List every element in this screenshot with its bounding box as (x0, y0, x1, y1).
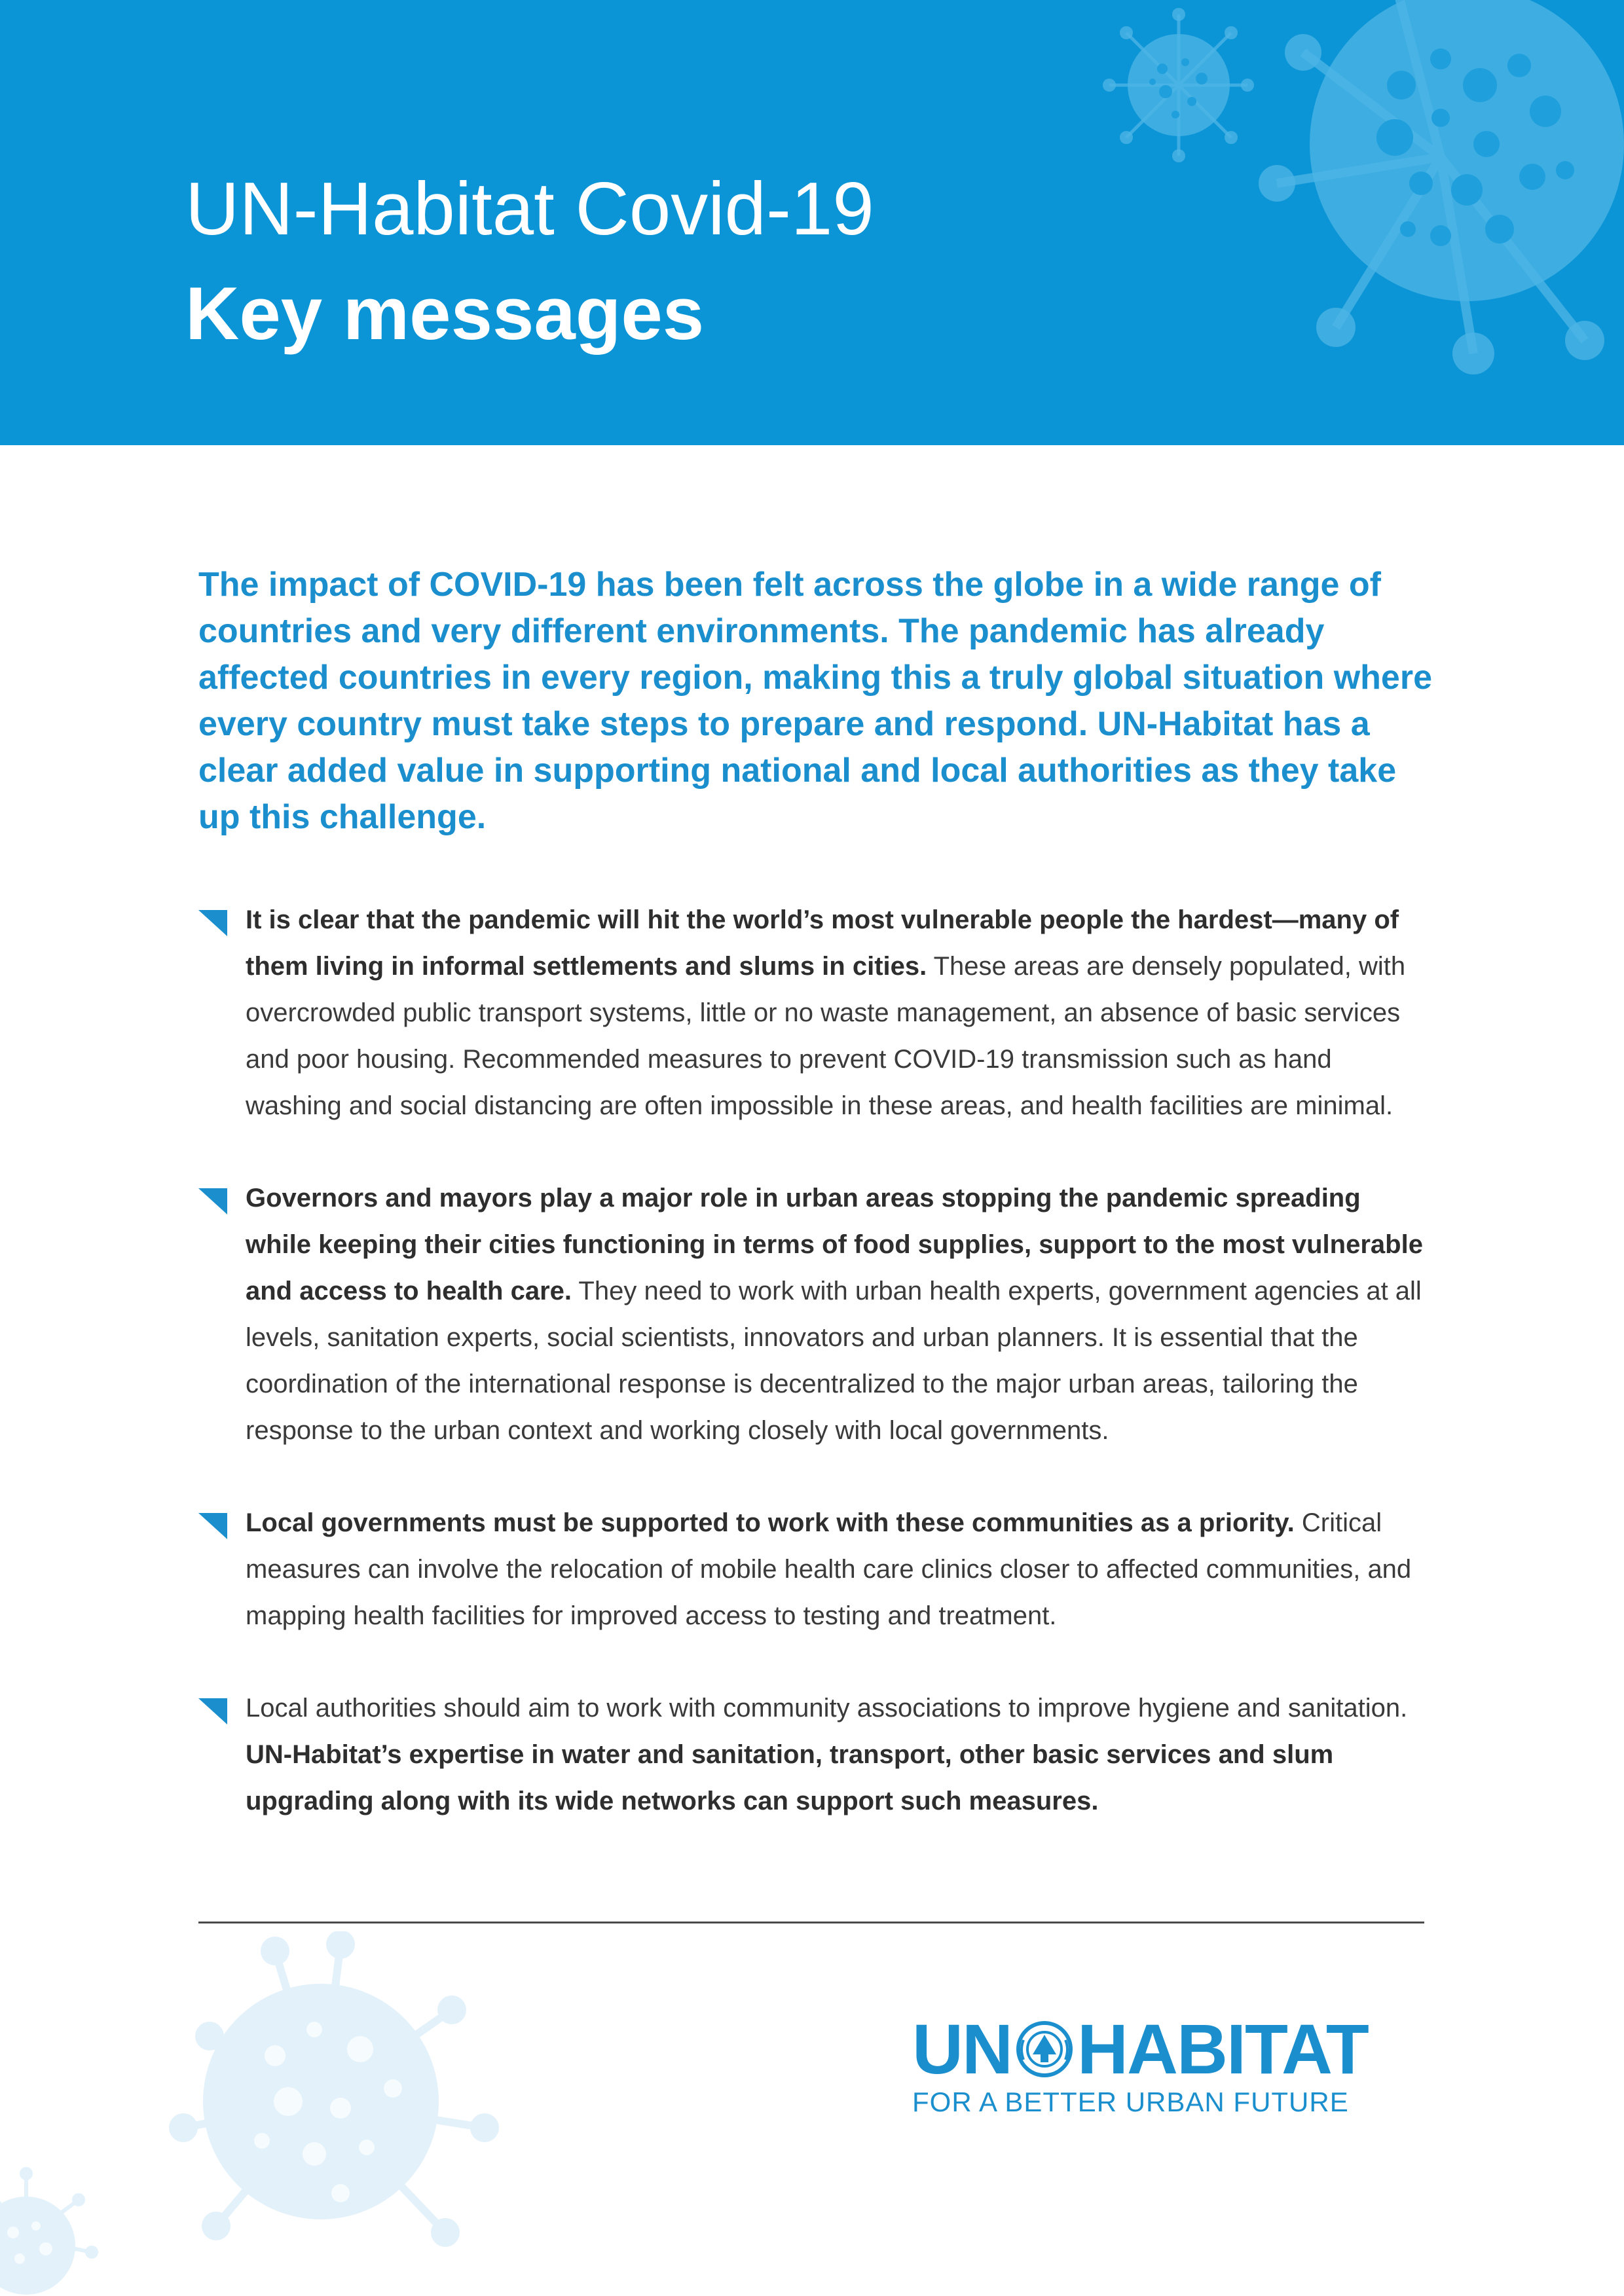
list-item (198, 1175, 1430, 1454)
triangle-bullet-icon (198, 1698, 227, 1724)
bullet-lead: It is clear that the pandemic will hit the world’s most vulnerable people the hardest—many of them living in informal settlements and slums in cities. (246, 905, 1399, 981)
triangle-bullet-icon (198, 1188, 227, 1214)
bullet-body: Critical measures can involve the relocation of mobile health care clinics closer to affected communities, and mapping health facilities for improved access to testing and treatment. (246, 1508, 1412, 1630)
bullet-tail: UN-Habitat’s expertise in water and sanitation, transport, other basic services and slum upgrading along with its wide networks can support such measures. (246, 1740, 1334, 1815)
triangle-bullet-icon (198, 1513, 227, 1539)
bullet-lead: Local governments must be supported to work with these communities as a priority. (246, 1508, 1295, 1537)
divider (198, 1922, 1424, 1923)
logo-text-habitat: HABITAT (1077, 2009, 1368, 2088)
page-title (185, 157, 874, 367)
bullet-body: These areas are densely populated, with overcrowded public transport systems, little or no waste management, an absence of basic services and poor housing. Recommended measures to prevent COVID-19 transmission such as hand washing and social distancing are often impossible in these areas, and health facilities are minimal. (246, 952, 1406, 1120)
un-habitat-logo (912, 2009, 1430, 2119)
virus-icon (1100, 7, 1257, 164)
list-item (198, 897, 1430, 1129)
triangle-bullet-icon (198, 910, 227, 936)
logo-text-un: UN (912, 2009, 1012, 2088)
bullet-body: They need to work with urban health experts, government agencies at all levels, sanitation experts, social scientists, innovators and urban planners. It is essential that the coordination of the international response is decentralized to the major urban areas, tailoring the response to the urban context and working closely with local governments. (246, 1277, 1422, 1445)
logo-wordmark (912, 2009, 1430, 2088)
title-line-2: Key messages (185, 272, 705, 355)
list-item (198, 1685, 1430, 1825)
header-banner (0, 0, 1624, 445)
bullet-lead: Governors and mayors play a major role in urban areas stopping the pandemic spreading while keeping their cities functioning in terms of food supplies, support to the most vulnerable and access to health care. (246, 1184, 1423, 1305)
key-messages-list (198, 897, 1430, 1870)
intro-paragraph: The impact of COVID-19 has been felt across the globe in a wide range of countries and very different environments. The pandemic has already affected countries in every region, making this a truly global situation where every country must take steps to prepare and respond. UN-Habitat has a clear added value in supporting national and local authorities as they take up this challenge. (198, 566, 1432, 836)
list-item (198, 1500, 1430, 1639)
bullet-body: Local authorities should aim to work with community associations to improve hygiene and sanitation. (246, 1694, 1408, 1722)
un-emblem-icon (1016, 2020, 1073, 2078)
virus-icon (0, 2160, 105, 2296)
title-line-1: UN-Habitat Covid-19 (185, 168, 874, 251)
logo-tagline: FOR A BETTER URBAN FUTURE (912, 2086, 1349, 2117)
virus-icon (144, 1931, 511, 2259)
virus-icon (1244, 0, 1624, 406)
